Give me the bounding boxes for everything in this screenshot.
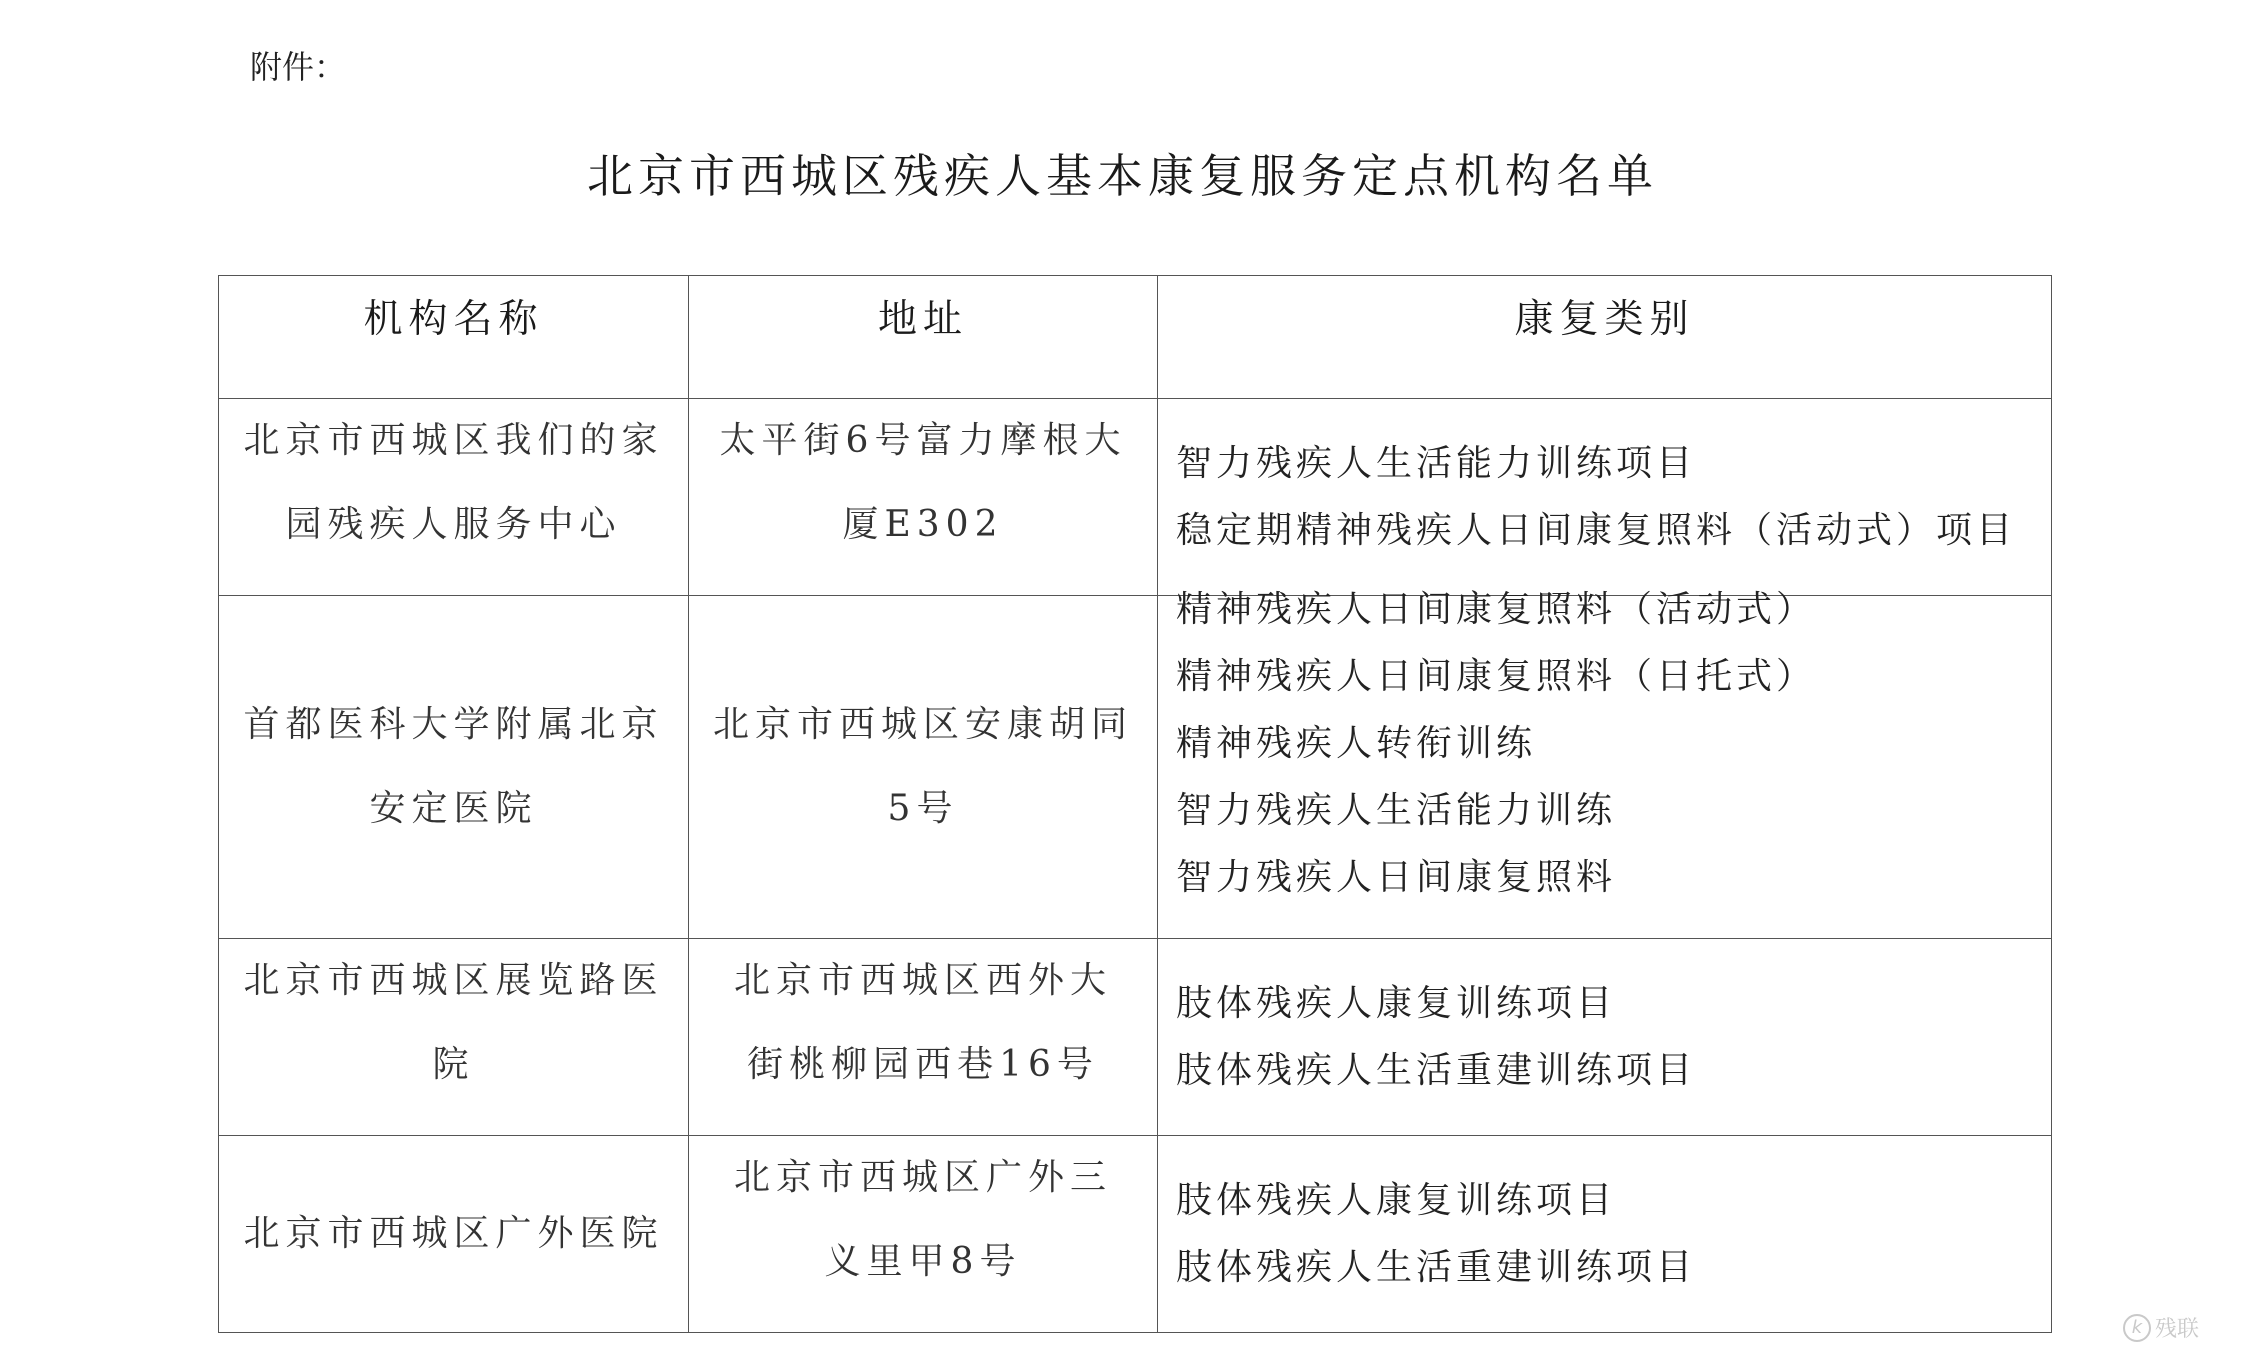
institution-name-cell	[219, 939, 689, 1136]
category-item: 肢体残疾人康复训练项目	[1176, 1180, 1617, 1221]
category-item: 肢体残疾人生活重建训练项目	[1176, 1247, 1697, 1288]
institution-name: 北京市西城区广外医院	[243, 1213, 664, 1254]
category-item: 精神残疾人转衔训练	[1176, 723, 1537, 764]
watermark	[2123, 1312, 2199, 1343]
institution-name-cell	[219, 399, 689, 596]
address-cell	[689, 1136, 1158, 1333]
institution-name: 首都医科大学附属北京安定医院	[243, 704, 664, 829]
document-title: 北京市西城区残疾人基本康复服务定点机构名单	[587, 149, 1658, 203]
category-item: 智力残疾人生活能力训练	[1176, 790, 1617, 831]
table-header-row	[219, 276, 2052, 399]
category-item: 精神残疾人日间康复照料（日托式）	[1176, 656, 1817, 697]
header-institution-name: 机构名称	[219, 276, 689, 399]
category-list	[1158, 970, 2051, 1104]
table-row	[219, 596, 2052, 939]
institution-name-cell	[219, 596, 689, 939]
institution-name-cell	[219, 1136, 689, 1333]
table-row	[219, 1136, 2052, 1333]
address-cell	[689, 399, 1158, 596]
category-item: 肢体残疾人康复训练项目	[1176, 983, 1617, 1024]
category-cell	[1158, 589, 2052, 939]
header-address: 地址	[689, 276, 1158, 399]
address: 北京市西城区西外大街桃柳园西巷16号	[733, 960, 1112, 1085]
table-row	[219, 939, 2052, 1136]
institution-name: 北京市西城区展览路医院	[243, 960, 664, 1085]
category-item: 智力残疾人生活能力训练项目	[1176, 443, 1697, 484]
category-item: 稳定期精神残疾人日间康复照料（活动式）项目	[1176, 510, 2017, 551]
category-item: 肢体残疾人生活重建训练项目	[1176, 1050, 1697, 1091]
institution-name: 北京市西城区我们的家园残疾人服务中心	[243, 420, 664, 545]
category-cell	[1158, 399, 2052, 596]
address: 北京市西城区安康胡同5号	[712, 704, 1133, 829]
k-logo-icon: k	[2123, 1314, 2151, 1342]
category-list	[1158, 1167, 2051, 1301]
category-list	[1158, 430, 2051, 564]
category-item: 智力残疾人日间康复照料	[1176, 857, 1617, 898]
header-rehab-category: 康复类别	[1158, 276, 2052, 399]
address: 太平街6号富力摩根大厦E302	[719, 420, 1127, 545]
attachment-label: 附件：	[250, 48, 347, 86]
category-item: 精神残疾人日间康复照料（活动式）	[1176, 589, 1817, 630]
address-cell	[689, 939, 1158, 1136]
table-row	[219, 399, 2052, 596]
address: 北京市西城区广外三义里甲8号	[733, 1157, 1112, 1282]
address-cell	[689, 596, 1158, 939]
category-cell	[1158, 939, 2052, 1136]
institution-table	[218, 275, 2052, 1333]
watermark-text: 残联	[2154, 1317, 2199, 1342]
category-list	[1158, 576, 2051, 911]
category-cell	[1158, 1136, 2052, 1333]
